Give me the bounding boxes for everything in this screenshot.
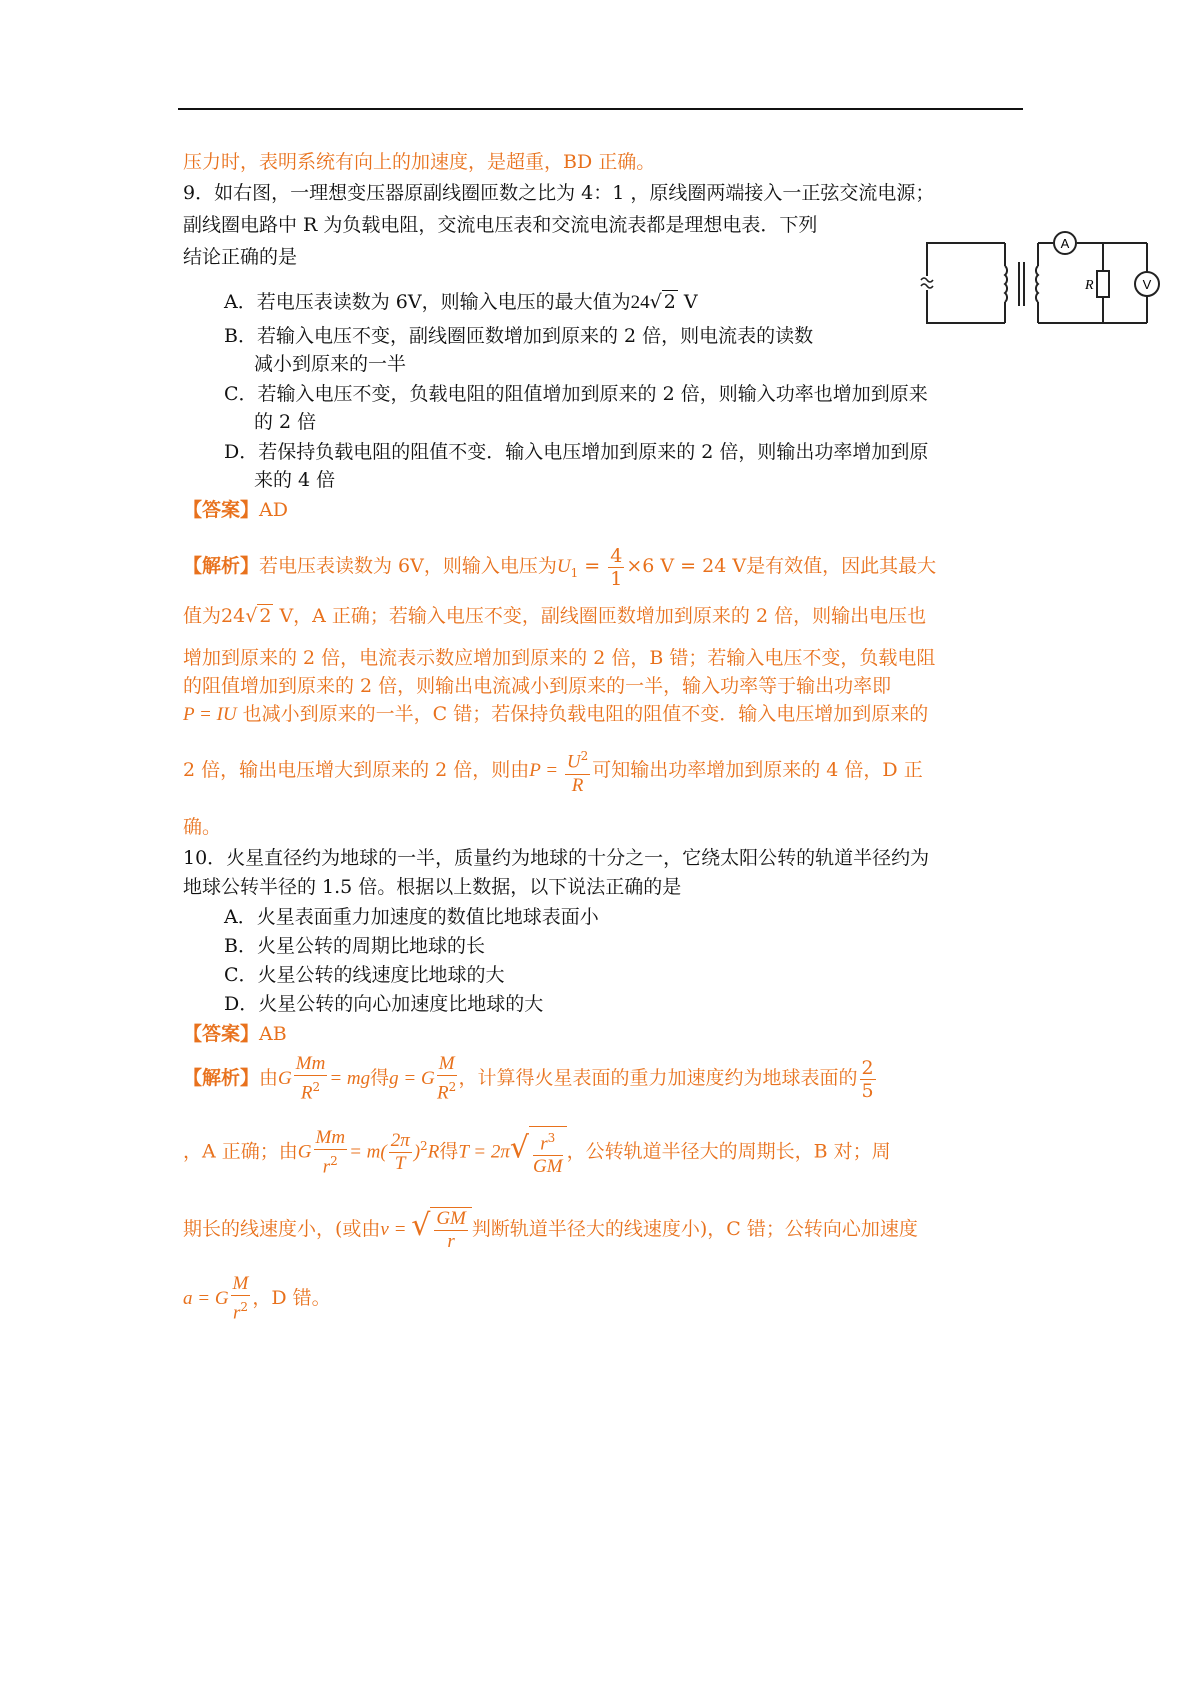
symbol-U: U — [556, 556, 571, 577]
q9-explanation-line-7: 确。 — [183, 816, 222, 838]
q9-option-a-radicand: 2 — [663, 291, 676, 313]
numerator: r — [540, 1133, 548, 1155]
equals: = — [578, 555, 607, 577]
q10-answer-tag: 【答案】 — [183, 1023, 260, 1045]
q9-option-a — [224, 290, 698, 315]
q9-answer-value: AD — [259, 499, 288, 521]
superscript: 2 — [330, 1153, 338, 1168]
text: 是有效值，因此其最大 — [746, 555, 937, 577]
q9-option-c-line-2: 的 2 倍 — [254, 411, 317, 433]
formula: = mg — [329, 1068, 371, 1089]
q9-option-d-line-1: D．若保持负载电阻的阻值不变．输入电压增加到原来的 2 倍，则输出功率增加到原 — [224, 441, 929, 463]
q9-explanation-line-1 — [183, 540, 936, 592]
q9-option-a-unit: V — [677, 291, 698, 313]
q10-option-d: D．火星公转的向心加速度比地球的大 — [224, 993, 544, 1015]
q9-option-d-line-2: 来的 4 倍 — [254, 469, 336, 491]
ammeter-label: A — [1060, 236, 1070, 251]
q9-stem-line-2: 副线圈电路中 R 为负载电阻，交流电压表和交流电流表都是理想电表．下列 — [183, 214, 818, 236]
q10-answer — [183, 1022, 287, 1046]
text: ，A 正确；由 — [183, 1140, 298, 1163]
q10-option-a: A．火星表面重力加速度的数值比地球表面小 — [224, 906, 599, 928]
voltmeter-label: V — [1142, 277, 1152, 292]
text: 由 — [259, 1067, 279, 1089]
numerator: U — [566, 751, 581, 773]
denominator: R — [436, 1082, 449, 1104]
denominator: r — [232, 1302, 241, 1324]
text: 判断轨道半径大的线速度小)，C 错；公转向心加速度 — [471, 1218, 918, 1240]
text: ，计算得火星表面的重力加速度约为地球表面的 — [458, 1067, 858, 1089]
numerator: GM — [436, 1208, 466, 1229]
formula: a = G — [183, 1288, 229, 1309]
paren: ) — [413, 1141, 421, 1163]
text: ×6 V = 24 V — [626, 555, 747, 577]
numerator: M — [438, 1053, 455, 1075]
fraction-Mm-over-R2 — [294, 1053, 328, 1104]
q9-stem-line-3: 结论正确的是 — [183, 246, 298, 268]
denominator: R — [571, 774, 584, 796]
symbol-P: P = — [529, 760, 563, 781]
denominator: T — [394, 1152, 406, 1174]
superscript: 3 — [547, 1131, 556, 1146]
subscript: 1 — [570, 565, 579, 580]
denominator: r — [447, 1231, 455, 1252]
text: 值为 — [183, 605, 222, 627]
formula: g = G — [389, 1068, 435, 1089]
q9-option-c-line-1: C．若输入电压不变，负载电阻的阻值增加到原来的 2 倍，则输入功率也增加到原来 — [224, 383, 928, 405]
numerator: Mm — [315, 1126, 346, 1148]
q9-answer-tag: 【答案】 — [183, 499, 260, 521]
superscript: 2 — [312, 1080, 321, 1095]
q10-option-c: C．火星公转的线速度比地球的大 — [224, 964, 505, 986]
q9-option-b-line-1: B．若输入电压不变，副线圈匝数增加到原来的 2 倍，则电流表的读数 — [224, 325, 814, 347]
text: 得 — [439, 1140, 459, 1163]
superscript: 2 — [580, 749, 589, 764]
superscript: 2 — [420, 1139, 428, 1153]
superscript: 2 — [448, 1080, 457, 1095]
denominator: R — [300, 1082, 313, 1104]
sqrt-GM-over-r — [430, 1207, 472, 1253]
denominator: 5 — [861, 1079, 874, 1102]
transformer-circuit-diagram — [915, 228, 1165, 338]
q9-answer — [183, 498, 288, 522]
text: 得 — [370, 1067, 390, 1089]
q9-explanation-line-3: 增加到原来的 2 倍，电流表示数应增加到原来的 2 倍，B 错；若输入电压不变，负载电阻 — [183, 647, 936, 669]
q10-explanation-line-1 — [183, 1050, 878, 1106]
q10-explanation-tag: 【解析】 — [183, 1067, 260, 1089]
symbol-G: G — [297, 1141, 312, 1163]
denominator: GM — [533, 1156, 563, 1178]
radicand: 2 — [259, 605, 272, 627]
q10-explanation-line-3 — [183, 1196, 918, 1256]
coef: 24 — [221, 605, 246, 627]
text: 期长的线速度小，(或由 — [183, 1218, 381, 1240]
numerator: Mm — [295, 1053, 326, 1075]
sqrt-icon: √ — [245, 605, 258, 627]
q10-stem-line-2: 地球公转半径的 1.5 倍。根据以上数据，以下说法正确的是 — [183, 876, 682, 898]
symbol-G: G — [278, 1068, 292, 1089]
fraction-Mm-over-r2 — [314, 1127, 348, 1178]
superscript: 2 — [240, 1300, 248, 1315]
text: 若电压表读数为 6V，则输入电压为 — [259, 555, 557, 577]
sqrt-icon: √ — [509, 1130, 530, 1166]
formula: T = 2π — [458, 1141, 510, 1163]
q10-option-b: B．火星公转的周期比地球的长 — [224, 935, 485, 957]
fraction-4-over-1 — [608, 545, 624, 590]
q9-explanation-tag: 【解析】 — [183, 555, 260, 577]
q10-answer-value: AB — [259, 1023, 287, 1045]
fraction-U2-over-R — [565, 745, 590, 796]
resistor-label: R — [1085, 278, 1094, 293]
formula: = m( — [349, 1141, 387, 1163]
q9-explanation-line-5 — [183, 702, 928, 727]
sqrt-r3-over-GM — [529, 1126, 567, 1178]
q9-explanation-line-4: 的阻值增加到原来的 2 倍，则输出电流减小到原来的一半，输入功率等于输出功率即 — [183, 675, 892, 697]
q9-option-a-text: A．若电压表读数为 6V，则输入电压的最大值为 — [224, 291, 631, 313]
sqrt-icon: √ — [411, 1208, 431, 1243]
text: 也减小到原来的一半，C 错；若保持负载电阻的阻值不变．输入电压增加到原来的 — [236, 703, 929, 725]
formula: v = — [380, 1219, 412, 1240]
header-rule — [178, 108, 1023, 110]
text: ，D 错。 — [252, 1287, 331, 1309]
prev-answer-line: 压力时，表明系统有向上的加速度，是超重，BD 正确。 — [183, 151, 656, 173]
numerator: 4 — [610, 544, 623, 567]
q9-explanation-line-2 — [183, 604, 926, 628]
q9-explanation-line-6 — [183, 742, 923, 798]
q9-option-b-line-2: 减小到原来的一半 — [254, 353, 407, 375]
q9-stem-line-1: 9．如右图，一理想变压器原副线圈匝数之比为 4：1 ，原线圈两端接入一正弦交流电源； — [183, 182, 935, 204]
denominator: 1 — [610, 567, 623, 590]
numerator: 2π — [390, 1129, 410, 1151]
q10-explanation-line-2 — [183, 1116, 891, 1176]
fraction-2-over-5 — [860, 1057, 876, 1102]
symbol-R: R — [427, 1141, 440, 1163]
q10-stem-line-1: 10．火星直径约为地球的一半，质量约为地球的十分之一，它绕太阳公转的轨道半径约为 — [183, 847, 930, 869]
q10-explanation-line-4 — [183, 1270, 331, 1326]
fraction-M-over-r2 — [231, 1273, 251, 1324]
text: ，公转轨道半径大的周期长，B 对；周 — [566, 1140, 891, 1163]
fraction-2pi-over-T — [389, 1130, 412, 1175]
q9-option-a-coef: 24 — [630, 292, 650, 313]
numerator: M — [232, 1273, 249, 1295]
text: 可知输出功率增加到原来的 4 倍，D 正 — [592, 759, 923, 781]
fraction-M-over-R2 — [437, 1053, 457, 1104]
numerator: 2 — [861, 1056, 874, 1079]
sqrt-icon: √ — [649, 291, 662, 313]
text: V，A 正确；若输入电压不变，副线圈匝数增加到原来的 2 倍，则输出电压也 — [273, 605, 927, 627]
formula: P = IU — [183, 704, 237, 725]
denominator: r — [322, 1155, 331, 1177]
text: 2 倍，输出电压增大到原来的 2 倍，则由 — [183, 759, 530, 781]
